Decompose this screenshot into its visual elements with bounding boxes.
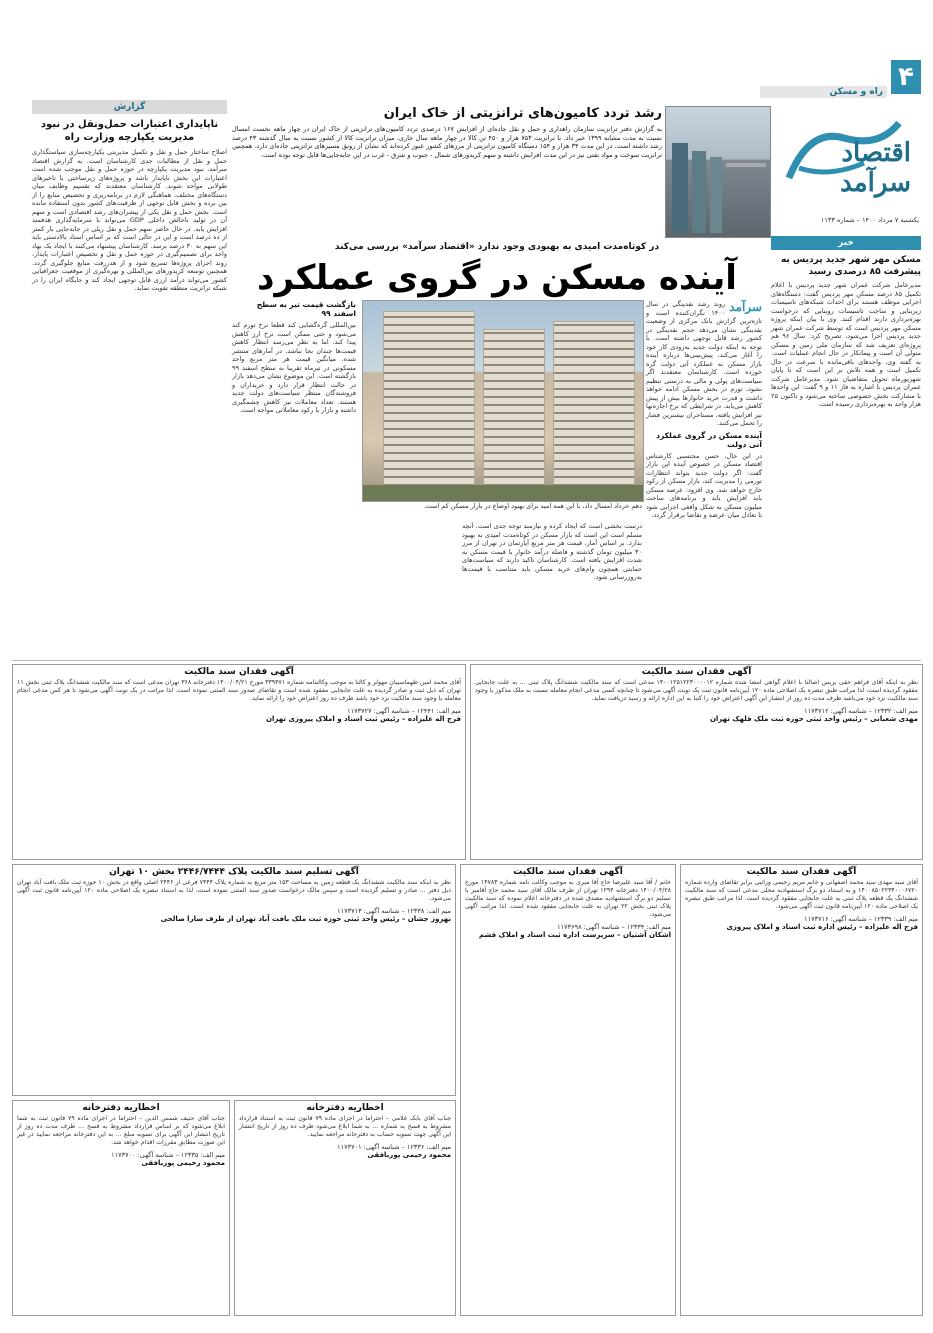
ad-box-1: آگهی فقدان سند مالکیت نظر به اینکه آقای فراهم حقی بریس اصالتا با اعلام گواهی امضا شده شماره ۱۴۰۰۱۲۵۱۲۲۳۰۰۰۰۱۲ مدعی است که سند مالکیت ششدانگ پلاک ثبتی ... به علت جابجایی مفقود گردیده است، لذا مراتب طبق تبصره یک اصلاحی ماده ۱۲۰ آیین‌نامه قانون ثبت یک نوبت آگهی می‌شود تا چنانچه کسی مدعی انجام معامله نسبت به ملک مذکور یا وجود سند مالکیت نزد خود می‌باشد ظرف مدت ده روز از انتشار این آگهی اعتراض خود را کتبا به این اداره ارائه و رسید دریافت نماید. میم الف: ۱۲۳۳۲ – شناسه آگهی: ۱۱۷۳۷۱۲ مهدی شعبانی – رئیس واحد ثبتی حوزه ثبت ملک قلهک تهران <box>470 664 923 860</box>
news-body: مدیرعامل شرکت عمران شهر جدید پردیس با اعلام تکمیل ۸۵ درصد مسکن مهر پردیس گفت: دستگاه‌های اجرایی موظف هستند برای احداث شبکه‌های تاسیسات زیربنایی و ساخت تاسیسات روبنایی که درخواست بهره‌برداری دارند اقدام کنند. وی با بیان اینکه پروژه مسکن مهر پردیس است که توسط شرکت عمران شهر جدید پردیس اجرا می‌شود، تصریح کرد: سال ۹۶ هم پروژه‌ای تعریف شد که سازمان ملی زمین و مسکن متولی آن است و پیمانکار در حال انجام عملیات است. به گفته وی، واحدهای باقی‌مانده با سرعت در حال تکمیل است و همه تلاش بر این است که تا پایان شهریورماه تحویل متقاضیان شود. مدیرعامل شرکت عمران پردیس با اشاره به فاز ۱۱ و ۹ گفت: این واحدها با مشارکت بخش خصوصی ساخته می‌شود و تاکنون ۲۵ هزار واحد به بهره‌برداری رسیده است. <box>771 281 922 408</box>
report <box>32 118 227 658</box>
report-label-bar <box>32 100 227 114</box>
section-title: راه و مسکن <box>829 87 883 97</box>
main-col-2: درست بخشی است که ایجاد کرده و نیازمند توجه جدی است. آنچه مسلم است این است که بازار مسکن در کوتاه‌مدت امیدی به بهبود ندارد. بر اساس آمار، قیمت هر متر مربع آپارتمان در تهران از مرز ۳۰ میلیون تومان گذشته و فاصله درآمد خانوار با قیمت مسکن به شدت افزایش یافته است. کارشناسان تاکید دارند که سیاست‌های حمایتی همچون وام‌های خرید مسکن باید متناسب با قیمت‌ها به‌روزرسانی شود. <box>462 522 642 581</box>
top-story-body: به گزارش دفتر ترانزیت سازمان راهداری و حمل و نقل جاده‌ای از افزایش ۱۶۷ درصدی تردد کامیون‌های ترانزیتی از خاک ایران در چهار ماهه نخست امسال نسبت به مدت مشابه ۱۳۹۹ خبر داد. با ترانزیت ۷۵۳ هزار و ۴۵۰ تن کالا در چهار ماهه سال جاری، میزان ترانزیت کالا از کشور نسبت به سال گذشته ۴۳ درصد رشد داشته است. در این مدت ۳۴ هزار و ۱۵۴ دستگاه کامیون ترانزیتی از مرزهای کشور عبور کرده‌اند که نشان از رونق مسیرهای ترانزیتی جاده‌ای دارد. همچنین ترانزیت سوخت و مواد نفتی نیز در این مدت افزایش داشته و سهم کریدورهای شمال - جنوب و شرق - غرب در این جابه‌جایی‌ها قابل توجه بوده است. <box>232 125 663 159</box>
report-label: گزارش <box>113 102 146 112</box>
main-logo-word: سرآمد <box>729 300 762 314</box>
page-number-badge <box>891 60 921 94</box>
buildings-photo <box>362 300 644 502</box>
brand-logo <box>769 108 919 198</box>
main-col-1: سرآمد روند رشد نقدینگی در سال ۱۴۰۰ نگران‌کننده است و تازه‌ترین گزارش بانک مرکزی از وضعیت نقدینگی نشان می‌دهد حجم نقدینگی در کشور رشد قابل توجهی داشته است. با توجه به اینکه دولت جدید به‌زودی کار خود را آغاز می‌کند، پیش‌بینی‌ها درباره آینده بازار مسکن به عملکرد آتی دولت گره خورده است. کارشناسان معتقدند اگر سیاست‌های پولی و مالی به درستی تنظیم نشود، تورم در بخش مسکن ادامه خواهد داشت و قدرت خرید خانوارها بیش از پیش کاهش می‌یابد. در شرایطی که نرخ اجاره‌بها نیز افزایش یافته، مستاجران بیشترین فشار را تحمل می‌کنند. آینده مسکن در گروی عملکرد آتی دولت در این حال، حسن محتسبی کارشناس اقتصاد مسکن در خصوص آینده این بازار گفت: اگر دولت جدید بتواند انتظارات تورمی را مدیریت کند، بازار مسکن از رکود خارج خواهد شد. وی افزود: عرضه مسکن باید افزایش یابد و برنامه‌های ساخت میلیون مسکن به شکل واقعی اجرایی شود تا تعادل میان عرضه و تقاضا برقرار گردد. <box>646 300 762 519</box>
report-headline: ناپایداری اعتبارات حمل‌ونقل در نبود مدیریت یکپارچه وزارت راه <box>40 119 219 143</box>
main-col-3: بازگشت قیمت تیر به سطح اسفند ۹۹ بین‌المللی گره‌گشایی کند قطعا نرخ تورم کند می‌شود و حتی ممکن است نرخ ارز کاهش پیدا کند. اما به نظر می‌رسد انتظار کاهش قیمت‌ها چندان بجا نباشد. در آمارهای منتشر شده، میانگین قیمت هر متر مربع واحد مسکونی در تیرماه تقریبا به سطح اسفند ۹۹ بازگشته است. این موضوع نشان می‌دهد بازار در حالت انتظار قرار دارد و خریداران و فروشندگان منتظر سیاست‌های دولت جدید هستند. تعداد معاملات نیز کاهش چشمگیری داشته و بازار با رکود معاملاتی مواجه است. <box>232 300 356 414</box>
main-col-3-subhead: بازگشت قیمت تیر به سطح اسفند ۹۹ <box>256 300 356 318</box>
ad-box-3: آگهی فقدان سند مالکیت آقای سید مهدی سید محمد اصفهانی و خانم مریم رحیمی وراثبی برابر تقاضای وارده شماره ۱۴۰۰۸۵۰۲۲۳۴۰۰۰۶۷۲۰ و به استناد دو برگ استشهادیه محلی مدعی است که سند مالکیت ششدانگ یک قطعه پلاک ثبتی به علت جابجایی مفقود گردیده است. لذا مراتب طبق تبصره یک اصلاحی ماده ۱۲۰ آیین‌نامه قانون ثبت آگهی می‌شود. میم الف: ۱۲۳۳۹ – شناسه آگهی: ۱۱۷۳۷۱۶ فرج اله علیزاده – رئیس اداره ثبت اسناد و املاک پیروزی <box>680 864 923 1316</box>
section-bar <box>760 86 887 98</box>
ad-box-6: اخطاریه دفترخانه جناب آقای حنیف شمس الدین – احتراما در اجرای ماده ۷۹ قانون ثبت به شما ابلاغ می‌شود که بر اساس قرارداد مشروط به فسخ ... ظرف مدت ده روز از تاریخ انتشار این آگهی برای تسویه مبلغ ... به این دفترخانه مراجعه نمایید در غیر این صورت مطابق مقررات اقدام خواهد شد. میم الف: ۱۲۳۳۵ – شناسه آگهی: ۱۱۷۳۷۰۰ محمود رحیمی پوربافقی <box>12 1100 230 1316</box>
main-kicker: در کوتاه‌مدت امیدی به بهبودی وجود ندارد «اقتصاد سرآمد» بررسی می‌کند <box>334 242 660 252</box>
news-label-bar <box>771 236 921 250</box>
issue-date: یکشنبه ۷ مرداد ۱۴۰۰ – شماره ۱۱۳۳ <box>820 216 919 224</box>
photo-caption: دهم خرداد امسال داد، با این همه امید برای بهبود اوضاع در بازار مسکن کم است. <box>423 502 642 510</box>
page-number: ۴ <box>898 62 914 92</box>
ad-box-2: آگهی فقدان سند مالکیت آقای محمد امین طهماسبیان مهولر و کالتا به موجب وکالتنامه شماره ۳۳۹۴۷۱ مورخ ۱۴۰۰/۰۴/۲۱ دفترخانه ۳۶۸ تهران مدعی است که سند مالکیت ششدانگ پلاک ثبتی بخش ۱۱ تهران که ذیل ثبت و صادر گردیده به علت جابجایی مفقود شده است و تقاضای صدور سند المثنی نموده است. لذا مراتب در یک نوبت آگهی می‌شود تا هر کس مدعی انجام معامله یا وجود سند مالکیت نزد خود باشد ظرف ده روز اعتراض خود را ارائه نماید. میم الف: ۱۲۴۴۱ – شناسه آگهی: ۱۱۷۳۷۲۷ فرج اله علیزاده – رئیس ثبت اسناد و املاک پیروزی تهران <box>12 664 466 860</box>
top-story-headline: رشد تردد کامیون‌های ترانزیتی از خاک ایران <box>383 106 662 121</box>
main-headline: آینده مسکن در گروی عملکرد <box>257 258 737 298</box>
ad-box-4: آگهی فقدان سند مالکیت خانم / آقا سید علیرضا حاج آقا میری به موجب وکالت نامه شماره ۱۴۷۸۳ مورخ ۱۴۰۰/۰۴/۲۸ دفترخانه ۱۲۹۴ تهران از طرف مالک آقای سید محمد حاج آقامیر با تسلیم دو برگ استشهادیه مصدق شده در دفترخانه اعلام نموده که سند مالکیت پلاک ثبتی بخش ۲۲ تهران به علت جابجایی مفقود شده است. لذا مراتب آگهی می‌شود. میم الف: ۱۲۳۳۴ – شناسه آگهی: ۱۱۷۳۶۹۸ اشکان آشتیان – سرپرست اداره ثبت اسناد و املاک قشم <box>460 864 676 1316</box>
ad-box-5: آگهی تسلیم سند مالکیت پلاک ۲۴۴۶/۷۴۴۴ بخش ۱۰ تهران نظر به اینکه سند مالکیت ششدانگ یک قطعه زمین به مساحت ۱۵۳ متر مربع به شماره پلاک ۷۴۴۴ فرعی از ۲۴۴۶ اصلی واقع در بخش ۱۰ حوزه ثبت ملک بافت آباد تهران ذیل دفتر ... صادر و تسلیم گردیده است و سپس مالک درخواست صدور سند المثنی نموده است، لذا به استناد تبصره یک اصلاحی ماده ۱۲۰ آیین‌نامه قانون ثبت آگهی می‌شود. میم الف: ۱۲۳۳۸ – شناسه آگهی: ۱۱۷۳۷۱۳ بهروز جشان – رئیس واحد ثبتی حوزه ثبت ملک بافت آباد تهران از طرف سارا صالحی <box>12 864 456 1096</box>
report-body: اصلاح ساختار حمل و نقل و تکمیل مدیریتی یکپارچه‌سازی سیاستگذاری حمل و نقل از مطالبات جدی کارشناسان است. به گزارش اقتصاد سرآمد، نبود مدیریت یکپارچه در حوزه حمل و نقل موجب شده است اعتبارات این بخش ناپایدار باشد و پروژه‌های زیرساختی با تاخیرهای طولانی مواجه شوند. کارشناسان معتقدند که تقسیم وظایف میان دستگاه‌های مختلف، هماهنگی لازم در برنامه‌ریزی و تخصیص منابع را از بین برده و بخش قابل توجهی از ظرفیت‌های کشور بدون استفاده مانده است. بخش حمل و نقل یکی از پیشران‌های رشد اقتصادی است و سهم آن در تولید ناخالص داخلی GDP می‌تواند با سرمایه‌گذاری هدفمند افزایش یابد. در حال حاضر سهم حمل و نقل ریلی در جابه‌جایی بار کمتر از ده درصد است و این در حالی است که بر اساس اسناد بالادستی باید این سهم به ۳۰ درصد برسد. کارشناسان پیشنهاد می‌کنند با ایجاد یک نهاد واحد برای تصمیم‌گیری در حوزه حمل و نقل و تخصیص اعتبارات پایدار، روند اجرای پروژه‌ها تسریع شود و از هدررفت منابع جلوگیری گردد. همچنین توسعه کریدورهای بین‌المللی و بهره‌گیری از موقعیت جغرافیایی کشور می‌تواند درآمد ارزی قابل توجهی ایجاد کند و جایگاه ایران را در شبکه ترانزیت منطقه تقویت نماید. <box>32 148 228 292</box>
news-headline: مسکن مهر شهر جدید پردیس به پیشرفت ۸۵ درصدی رسید <box>780 255 921 277</box>
news-label: خبر <box>838 238 854 248</box>
top-story <box>232 106 662 236</box>
ad-box-7: اخطاریه دفترخانه جناب آقای بابک غلامی – احتراما در اجرای ماده ۷۹ قانون ثبت به استناد قرارداد مشروط به فسخ به شماره ... به شما ابلاغ می‌شود ظرف ده روز از تاریخ انتشار این آگهی جهت تسویه حساب به دفترخانه مراجعه نمایید. میم الف: ۱۲۳۳۶ – شناسه آگهی: ۱۱۷۳۷۰۱ محمود رحیمی پوربافقی <box>234 1100 456 1316</box>
truck-photo <box>665 106 771 238</box>
brand-name: اقتصاد سرآمد <box>840 138 911 198</box>
main-col-1-subhead: آینده مسکن در گروی عملکرد آتی دولت <box>656 430 762 449</box>
news-sidebar <box>771 254 921 654</box>
